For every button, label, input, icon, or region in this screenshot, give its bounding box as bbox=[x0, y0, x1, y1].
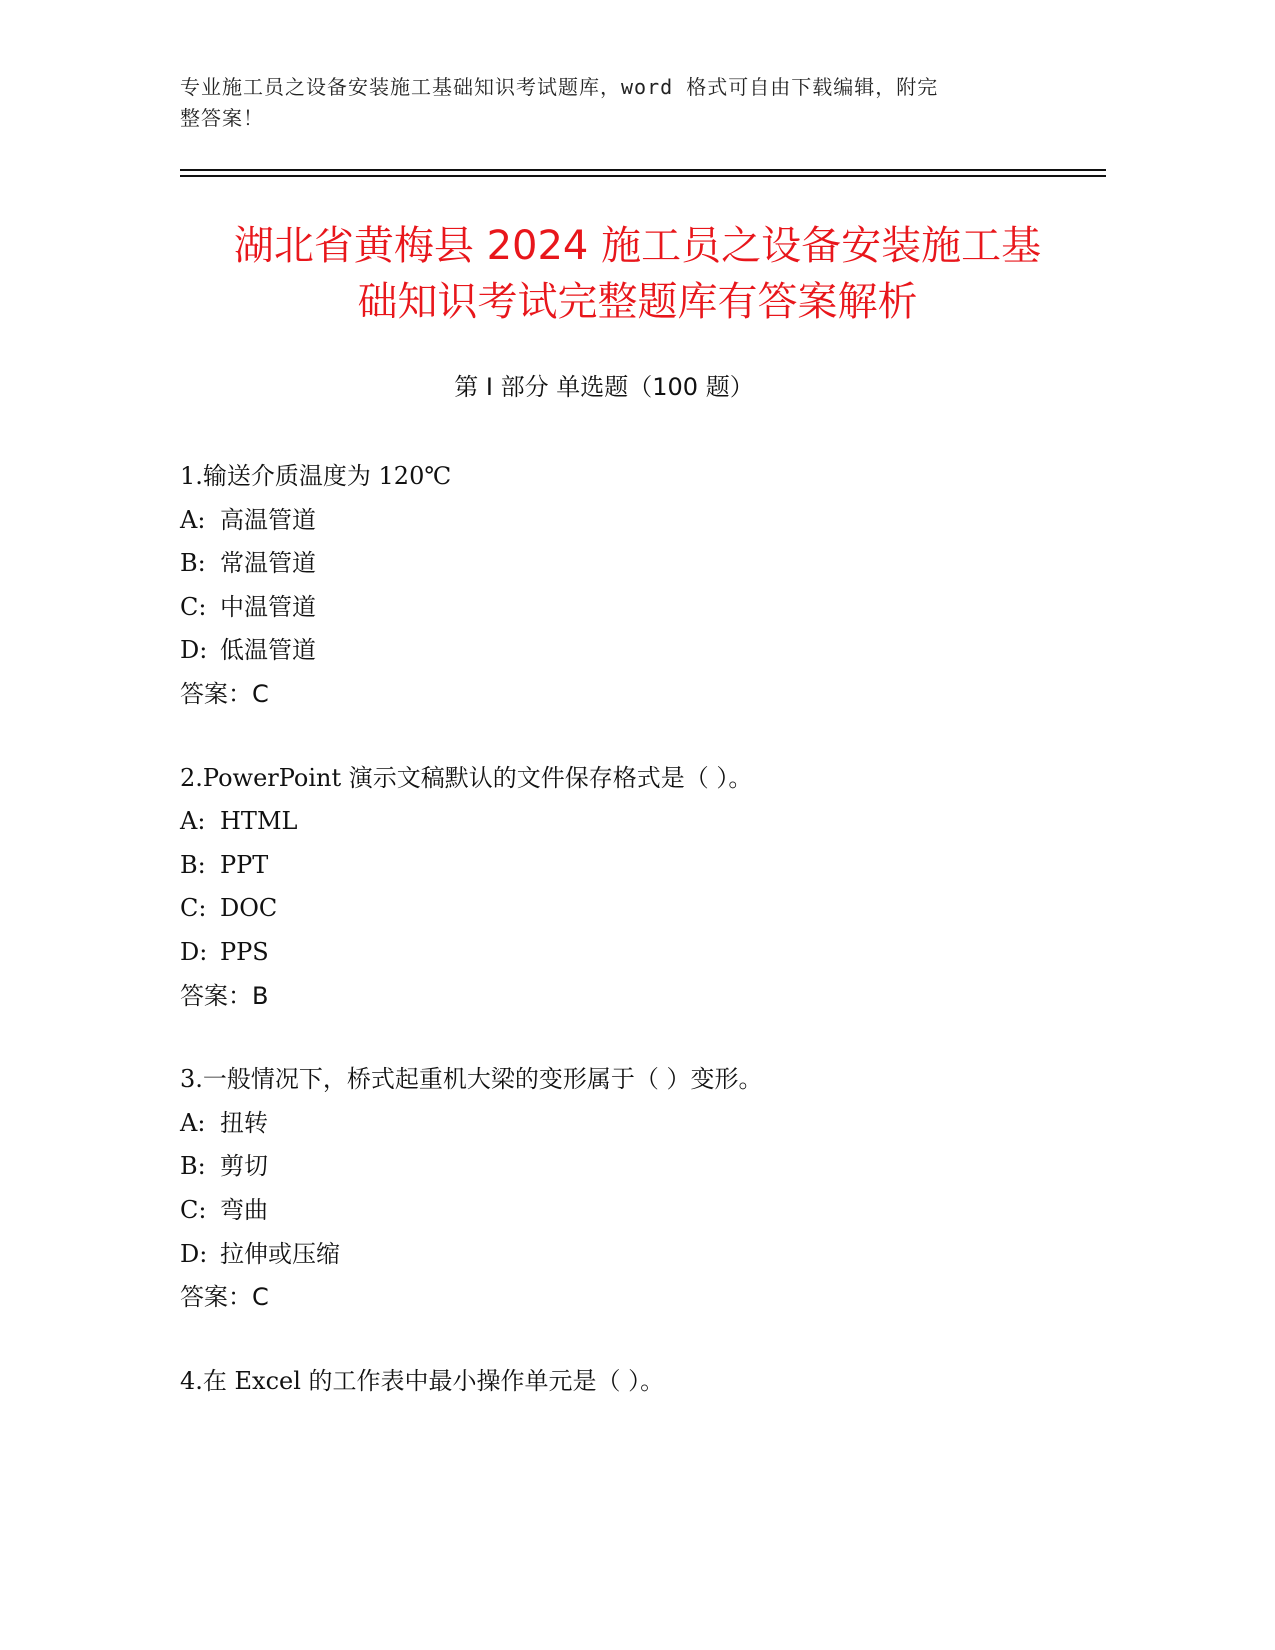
document-title bbox=[150, 218, 1125, 330]
header-divider-bottom bbox=[180, 175, 1106, 177]
option-text: 剪切 bbox=[220, 1152, 268, 1181]
question-stem: 2.PowerPoint 演示文稿默认的文件保存格式是（ ）。 bbox=[180, 763, 753, 792]
option-text: 中温管道 bbox=[220, 592, 316, 621]
option-text: HTML bbox=[220, 807, 298, 836]
option-key: D: bbox=[180, 937, 208, 966]
header-note-line-1: 专业施工员之设备安装施工基础知识考试题库，word 格式可自由下载编辑，附完 bbox=[180, 75, 939, 99]
document-title-line-2: 础知识考试完整题库有答案解析 bbox=[357, 279, 918, 325]
option-c bbox=[180, 1189, 1120, 1233]
answer: 答案：B bbox=[180, 981, 269, 1010]
option-d bbox=[180, 1233, 1120, 1277]
option-d bbox=[180, 931, 1120, 975]
option-key: A: bbox=[180, 1108, 206, 1137]
option-key: D: bbox=[180, 636, 208, 665]
option-text: 低温管道 bbox=[220, 636, 316, 665]
option-key: B: bbox=[180, 850, 206, 879]
question-2 bbox=[180, 757, 1120, 1019]
option-key: C: bbox=[180, 894, 207, 923]
option-key: C: bbox=[180, 592, 207, 621]
question-list bbox=[180, 455, 1120, 1443]
option-key: C: bbox=[180, 1195, 207, 1224]
question-4 bbox=[180, 1360, 1120, 1404]
document-title-line-1: 湖北省黄梅县 2024 施工员之设备安装施工基 bbox=[233, 223, 1042, 269]
option-text: DOC bbox=[220, 894, 278, 923]
option-text: 拉伸或压缩 bbox=[220, 1239, 340, 1268]
option-b bbox=[180, 844, 1120, 888]
option-key: B: bbox=[180, 549, 206, 578]
question-stem: 4.在 Excel 的工作表中最小操作单元是（ ）。 bbox=[180, 1366, 665, 1395]
option-text: PPT bbox=[220, 850, 269, 879]
option-key: B: bbox=[180, 1152, 206, 1181]
option-text: PPS bbox=[220, 937, 269, 966]
option-c bbox=[180, 586, 1120, 630]
option-text: 弯曲 bbox=[220, 1195, 268, 1224]
answer: 答案：C bbox=[180, 1283, 269, 1312]
option-b bbox=[180, 542, 1120, 586]
section-title: 第 I 部分 单选题（100 题） bbox=[454, 373, 754, 401]
option-key: A: bbox=[180, 505, 206, 534]
option-d bbox=[180, 629, 1120, 673]
question-3 bbox=[180, 1058, 1120, 1320]
answer: 答案：C bbox=[180, 679, 269, 708]
header-divider-top bbox=[180, 169, 1106, 171]
header-note bbox=[180, 72, 1040, 134]
option-b bbox=[180, 1145, 1120, 1189]
option-key: D: bbox=[180, 1239, 208, 1268]
option-key: A: bbox=[180, 807, 206, 836]
option-text: 常温管道 bbox=[220, 549, 316, 578]
question-stem: 3.一般情况下，桥式起重机大梁的变形属于（ ）变形。 bbox=[180, 1065, 763, 1094]
option-c bbox=[180, 887, 1120, 931]
option-a bbox=[180, 1102, 1120, 1146]
option-a bbox=[180, 800, 1120, 844]
question-stem: 1.输送介质温度为 120℃ bbox=[180, 462, 452, 490]
option-text: 高温管道 bbox=[220, 505, 316, 534]
header-note-line-2: 整答案！ bbox=[180, 106, 264, 130]
question-1 bbox=[180, 455, 1120, 717]
option-a bbox=[180, 499, 1120, 543]
option-text: 扭转 bbox=[220, 1108, 268, 1137]
